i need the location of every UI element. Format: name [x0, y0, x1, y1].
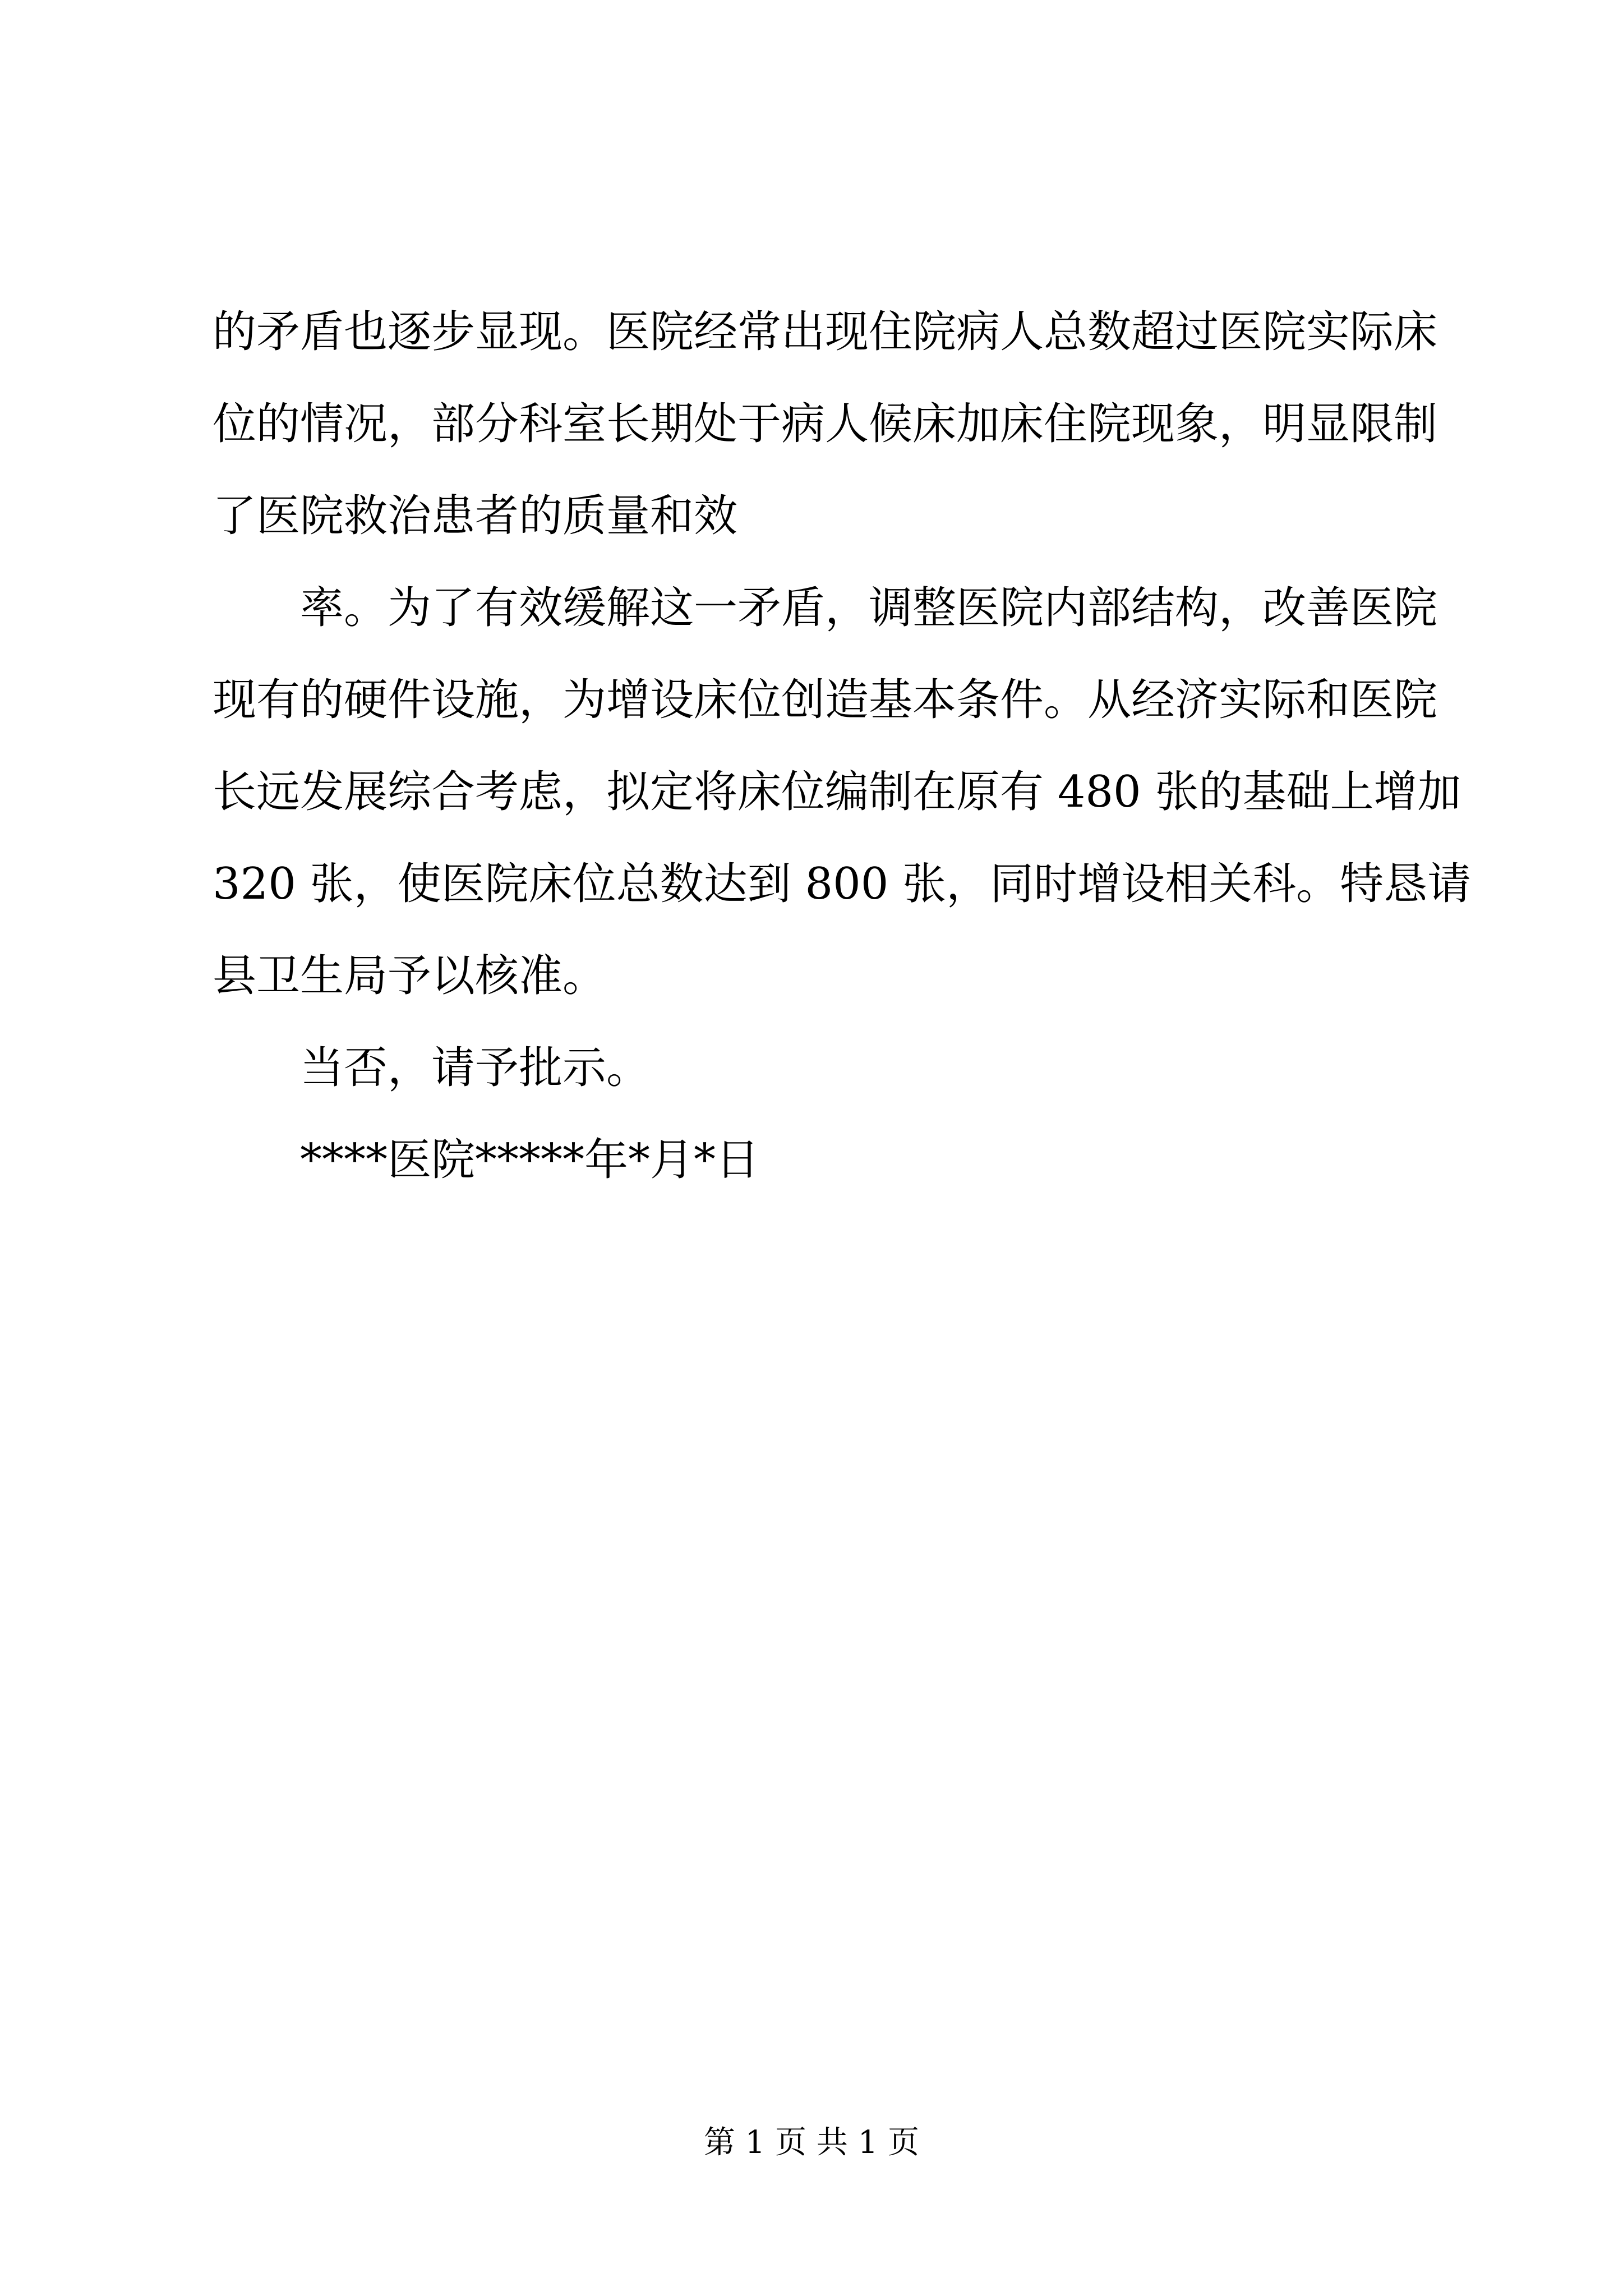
body-line-2: 位的情况，部分科室长期处于病人候床加床住院现象，明显限制 [213, 399, 1438, 449]
signature-date: ****医院*****年*月*日 [300, 1135, 760, 1185]
body-line-6: 长远发展综合考虑，拟定将床位编制在原有 480 张的基础上增加 [213, 767, 1461, 817]
page-number-footer: 第 1 页 共 1 页 [703, 2124, 920, 2161]
body-line-3: 了医院救治患者的质量和效 [213, 491, 738, 541]
body-line-7: 320 张，使医院床位总数达到 800 张，同时增设相关科。特恳请 [213, 859, 1472, 909]
document-body [213, 286, 1472, 1206]
body-line-8: 县卫生局予以核准。 [213, 951, 607, 1001]
closing-request: 当否，请予批示。 [300, 1043, 651, 1093]
body-line-1: 的矛盾也逐步显现。医院经常出现住院病人总数超过医院实际床 [213, 307, 1438, 357]
body-line-5: 现有的硬件设施，为增设床位创造基本条件。从经济实际和医院 [213, 675, 1438, 725]
body-line-4: 率。为了有效缓解这一矛盾，调整医院内部结构，改善医院 [300, 583, 1438, 633]
